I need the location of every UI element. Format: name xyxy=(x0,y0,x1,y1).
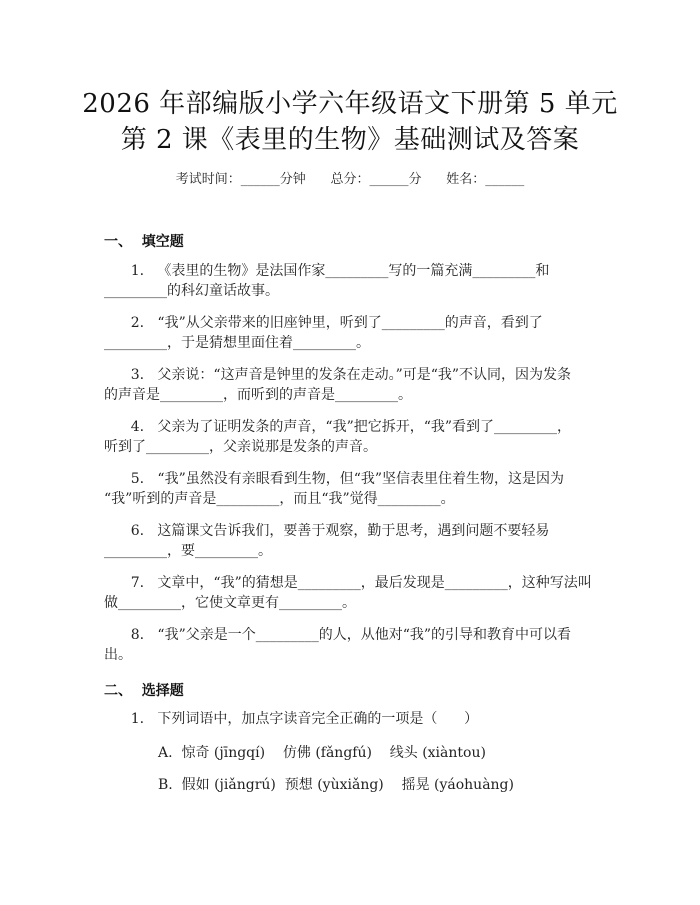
question-line: 7. 文章中，“我”的猜想是_________，最后发现是_________，这种写法叫 xyxy=(104,575,592,591)
exam-info-line: 考试时间：______分钟 总分：______分 姓名：______ xyxy=(175,172,525,187)
question-line: 5. “我”虽然没有亲眼看到生物，但“我”坚信表里住着生物，这是因为 xyxy=(104,471,565,487)
question-item xyxy=(104,521,594,561)
document-title-line-2: 第 2 课《表里的生物》基础测试及答案 xyxy=(120,125,580,155)
question-line: 做_________，它使文章更有_________。 xyxy=(104,595,356,611)
question-item xyxy=(104,417,594,457)
question-line: _________，于是猜想里面住着_________。 xyxy=(104,335,370,351)
section-heading-fill-blank: 一、 填空题 xyxy=(104,234,184,250)
question-line: “我”听到的声音是_________，而且“我”觉得_________。 xyxy=(104,491,455,507)
question-item xyxy=(104,625,594,665)
choice-option-b: B. 假如 (jiǎngrú) 预想 (yùxiǎng) 摇晃 (yáohuàng) xyxy=(158,777,514,793)
question-line: 6. 这篇课文告诉我们，要善于观察，勤于思考，遇到问题不要轻易 xyxy=(104,523,550,539)
question-line: 的声音是_________，而听到的声音是_________。 xyxy=(104,387,412,403)
choice-option-a: A. 惊奇 (jīngqí) 仿佛 (fǎngfú) 线头 (xiàntou) xyxy=(158,745,486,761)
document-title-line-1: 2026 年部编版小学六年级语文下册第 5 单元 xyxy=(82,89,618,119)
question-item xyxy=(104,261,594,301)
question-item xyxy=(104,469,594,509)
question-line: 2. “我”从父亲带来的旧座钟里，听到了_________的声音，看到了 xyxy=(104,315,543,331)
section-heading-choice: 二、 选择题 xyxy=(104,683,184,699)
question-item xyxy=(104,365,594,405)
question-line: 3. 父亲说：“这声音是钟里的发条在走动。”可是“我”不认同，因为发条 xyxy=(104,367,572,383)
choice-question xyxy=(104,709,594,729)
question-line: 8. “我”父亲是一个_________的人，从他对“我”的引导和教育中可以看 xyxy=(104,627,572,643)
question-item xyxy=(104,573,594,613)
question-line: _________，要_________。 xyxy=(104,543,272,559)
question-line: 听到了_________，父亲说那是发条的声音。 xyxy=(104,439,377,455)
question-line: _________的科幻童话故事。 xyxy=(104,283,279,299)
question-line: 出。 xyxy=(104,647,132,663)
question-line: 1. 下列词语中，加点字读音完全正确的一项是（ ） xyxy=(104,711,479,727)
question-line: 1. 《表里的生物》是法国作家_________写的一篇充满_________和 xyxy=(104,263,550,279)
question-item xyxy=(104,313,594,353)
question-line: 4. 父亲为了证明发条的声音，“我”把它拆开，“我”看到了_________， xyxy=(104,419,572,435)
